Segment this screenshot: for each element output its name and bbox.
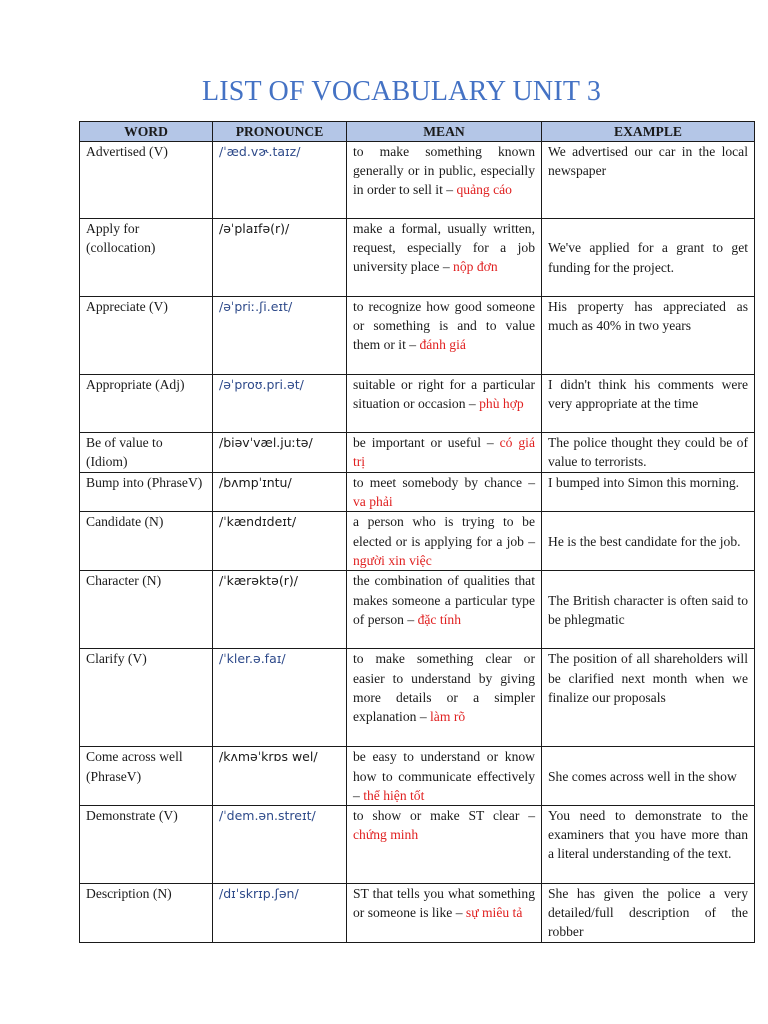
vocabulary-table xyxy=(79,121,755,943)
example-cell: She comes across well in the show xyxy=(542,747,755,806)
vietnamese-meaning: chứng minh xyxy=(353,827,419,843)
pronounce-cell: /ˈkændɪdeɪt/ xyxy=(213,512,347,571)
table-row xyxy=(80,571,755,649)
table-row xyxy=(80,375,755,433)
table-row xyxy=(80,433,755,473)
mean-text: suitable or right for a particular situation or occasion – xyxy=(353,377,535,412)
mean-text: the combination of qualities that makes someone a particular type of person – xyxy=(353,573,535,627)
pronounce-cell: /dɪˈskrɪp.ʃən/ xyxy=(213,884,347,943)
pronounce-cell: /əˈproʊ.pri.ət/ xyxy=(213,375,347,433)
mean-cell xyxy=(347,747,542,806)
header-example: EXAMPLE xyxy=(542,122,755,142)
header-pronounce: PRONOUNCE xyxy=(213,122,347,142)
mean-text: ST that tells you what something or someone is like – xyxy=(353,886,535,921)
mean-text: to show or make ST clear – xyxy=(353,808,535,824)
example-cell: The position of all shareholders will be clarified next month when we finalize our proposals xyxy=(542,649,755,747)
example-cell: His property has appreciated as much as 40% in two years xyxy=(542,297,755,375)
mean-text: to recognize how good someone or something is and to value them or it – xyxy=(353,299,535,353)
example-cell: The police thought they could be of value to terrorists. xyxy=(542,433,755,473)
page-title: LIST OF VOCABULARY UNIT 3 xyxy=(201,76,602,107)
vietnamese-meaning: thể hiện tốt xyxy=(363,787,425,803)
table-header-row xyxy=(80,122,755,142)
vietnamese-meaning: sự miêu tả xyxy=(465,905,523,921)
mean-text: a person who is trying to be elected or is applying for a job – xyxy=(353,514,535,549)
word-cell: Apply for (collocation) xyxy=(80,219,213,297)
mean-cell xyxy=(347,806,542,884)
vietnamese-meaning: có giá trị xyxy=(353,435,535,470)
pronounce-cell: /əˈpriː.ʃi.eɪt/ xyxy=(213,297,347,375)
table-row xyxy=(80,884,755,943)
mean-cell xyxy=(347,512,542,571)
header-mean: MEAN xyxy=(347,122,542,142)
table-row xyxy=(80,473,755,512)
word-cell: Appreciate (V) xyxy=(80,297,213,375)
word-cell: Character (N) xyxy=(80,571,213,649)
word-cell: Clarify (V) xyxy=(80,649,213,747)
word-cell: Be of value to (Idiom) xyxy=(80,433,213,473)
mean-text: to meet somebody by chance – xyxy=(353,475,535,490)
table-row xyxy=(80,512,755,571)
vietnamese-meaning: đặc tính xyxy=(417,611,461,627)
example-cell: I didn't think his comments were very appropriate at the time xyxy=(542,375,755,433)
example-cell: We've applied for a grant to get funding for the project. xyxy=(542,219,755,297)
vietnamese-meaning: nộp đơn xyxy=(453,259,498,275)
table-row xyxy=(80,806,755,884)
vietnamese-meaning: đánh giá xyxy=(419,337,466,353)
pronounce-cell: /ˈkærəktə(r)/ xyxy=(213,571,347,649)
mean-cell xyxy=(347,375,542,433)
mean-text: be important or useful – xyxy=(353,435,494,450)
table-row xyxy=(80,649,755,747)
pronounce-cell: /əˈplaɪfə(r)/ xyxy=(213,219,347,297)
mean-cell xyxy=(347,297,542,375)
word-cell: Candidate (N) xyxy=(80,512,213,571)
mean-cell xyxy=(347,649,542,747)
pronounce-cell: /ˈkler.ə.faɪ/ xyxy=(213,649,347,747)
example-cell: He is the best candidate for the job. xyxy=(542,512,755,571)
vietnamese-meaning: quảng cáo xyxy=(456,182,512,198)
pronounce-cell: /biəvˈvæl.juːtə/ xyxy=(213,433,347,473)
pronounce-cell: /kʌməˈkrɒs wel/ xyxy=(213,747,347,806)
pronounce-cell: /bʌmpˈɪntu/ xyxy=(213,473,347,512)
mean-cell xyxy=(347,142,542,219)
vietnamese-meaning: va phải xyxy=(353,494,393,510)
word-cell: Bump into (PhraseV) xyxy=(80,473,213,512)
mean-cell xyxy=(347,473,542,512)
example-cell: She has given the police a very detailed/full description of the robber xyxy=(542,884,755,943)
example-cell: I bumped into Simon this morning. xyxy=(542,473,755,512)
word-cell: Demonstrate (V) xyxy=(80,806,213,884)
table-row xyxy=(80,219,755,297)
word-cell: Advertised (V) xyxy=(80,142,213,219)
vietnamese-meaning: làm rõ xyxy=(430,709,466,725)
header-word: WORD xyxy=(80,122,213,142)
word-cell: Come across well (PhraseV) xyxy=(80,747,213,806)
vietnamese-meaning: người xin việc xyxy=(353,552,432,568)
pronounce-cell: /ˈæd.vɚ.taɪz/ xyxy=(213,142,347,219)
word-cell: Description (N) xyxy=(80,884,213,943)
mean-cell xyxy=(347,571,542,649)
mean-cell xyxy=(347,433,542,473)
mean-text: to make something known generally or in public, especially in order to sell it – xyxy=(353,144,535,198)
mean-cell xyxy=(347,219,542,297)
table-row xyxy=(80,747,755,806)
mean-text: be easy to understand or know how to communicate effectively – xyxy=(353,749,535,803)
word-cell: Appropriate (Adj) xyxy=(80,375,213,433)
mean-text: to make something clear or easier to understand by giving more details or a simpler explanation – xyxy=(353,651,535,725)
vietnamese-meaning: phù hợp xyxy=(479,396,524,412)
table-row xyxy=(80,142,755,219)
example-cell: You need to demonstrate to the examiners that you have more than a literal understanding of the text. xyxy=(542,806,755,884)
table-row xyxy=(80,297,755,375)
example-cell: The British character is often said to be phlegmatic xyxy=(542,571,755,649)
mean-cell xyxy=(347,884,542,943)
example-cell: We advertised our car in the local newspaper xyxy=(542,142,755,219)
pronounce-cell: /ˈdem.ən.streɪt/ xyxy=(213,806,347,884)
mean-text: make a formal, usually written, request, especially for a job university place – xyxy=(353,221,535,275)
